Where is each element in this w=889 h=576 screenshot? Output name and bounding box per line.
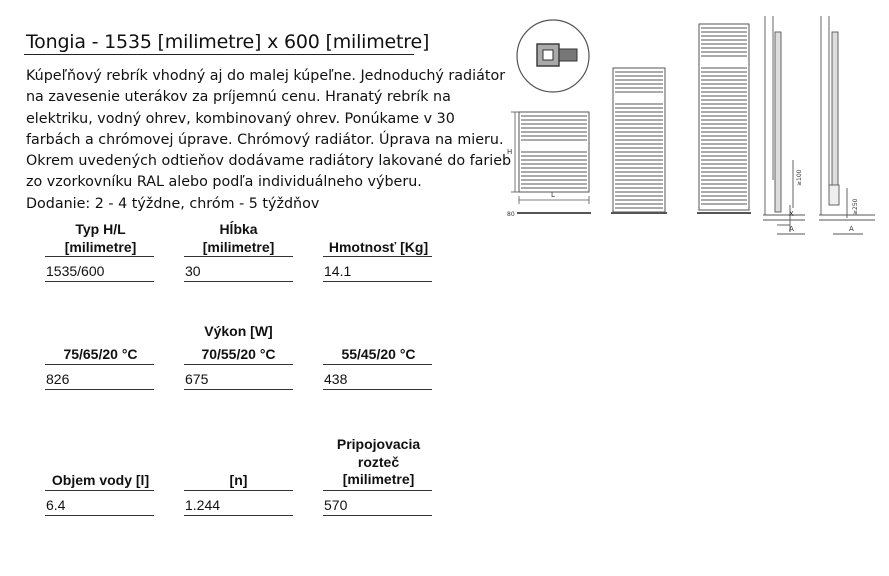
min-250-label: ≥250	[852, 198, 859, 215]
side-view-2	[819, 16, 875, 234]
value-rule	[184, 515, 293, 516]
depth-header: Hĺbka [milimetre]	[202, 221, 275, 255]
height-label: H	[507, 148, 513, 156]
water-volume-value: 6.4	[46, 497, 66, 513]
value-rule	[323, 515, 432, 516]
output-2-value: 675	[185, 371, 209, 387]
n-exponent-value: 1.244	[185, 497, 221, 513]
side-view-1	[763, 16, 805, 234]
description-line: Okrem uvedených odtieňov dodávame radiátory lakované do farieb	[26, 153, 512, 170]
connection-spacing-value: 570	[324, 497, 348, 513]
header-rule	[184, 364, 293, 365]
header-rule	[45, 490, 154, 491]
output-1-value: 826	[46, 371, 70, 387]
header-rule	[323, 256, 432, 257]
value-rule	[45, 515, 154, 516]
output-2-header: 70/55/20 °C	[201, 346, 276, 362]
value-rule	[323, 281, 432, 282]
description-line: elektriku, vodný ohrev, kombinovaný ohrev. Ponúkame v 30	[26, 110, 455, 127]
header-rule	[184, 256, 293, 257]
description-line: Kúpeľňový rebrík vhodný aj do malej kúpeľne. Jednoduchý radiátor	[26, 68, 506, 84]
output-3-header: 55/45/20 °C	[341, 346, 416, 362]
output-1-header: 75/65/20 °C	[63, 346, 138, 362]
header-rule	[184, 490, 293, 491]
technical-drawing	[505, 10, 880, 250]
output-3-value: 438	[324, 371, 348, 387]
header-rule	[45, 364, 154, 365]
value-rule	[45, 281, 154, 282]
value-rule	[184, 389, 293, 390]
a-label-2: A	[849, 225, 854, 233]
product-title: Tongia - 1535 [milimetre] x 600 [milimetre]	[26, 31, 430, 53]
header-rule	[45, 256, 154, 257]
description-line: farbách a chrómovej úprave. Chrómový radiátor. Úprava na mieru.	[26, 131, 504, 148]
title-underline	[24, 54, 414, 55]
a-label-1: A	[789, 225, 794, 233]
description-line: na zavesenie uterákov za príjemnú cenu. Hranatý rebrík na	[26, 89, 451, 106]
output-group-header: Výkon [W]	[204, 323, 273, 339]
profile-detail-icon	[517, 20, 589, 92]
medium-radiator-drawing	[611, 68, 667, 213]
value-rule	[45, 389, 154, 390]
weight-value: 14.1	[324, 263, 352, 279]
x-label: X	[789, 210, 794, 218]
value-rule	[323, 389, 432, 390]
water-volume-header: Objem vody [l]	[51, 472, 150, 488]
header-rule	[323, 364, 432, 365]
depth-value: 30	[185, 263, 201, 279]
weight-header: Hmotnosť [Kg]	[328, 239, 429, 255]
connection-spacing-header: Pripojovacia rozteč [milimetre]	[336, 436, 421, 487]
value-rule	[184, 281, 293, 282]
length-label: L	[551, 191, 555, 199]
product-description	[26, 66, 512, 215]
min-100-label: ≥100	[796, 169, 803, 186]
description-line: zo vzorkovníku RAL alebo podľa individuálneho výberu.	[26, 174, 422, 191]
large-radiator-drawing	[697, 24, 751, 213]
description-line: Dodanie: 2 - 4 týždne, chróm - 5 týždňov	[26, 195, 320, 212]
type-value: 1535/600	[46, 263, 105, 279]
type-header: Typ H/L [milimetre]	[64, 221, 137, 255]
n-exponent-header: [n]	[229, 472, 248, 488]
header-rule	[323, 490, 432, 491]
pipe-label: 80	[507, 211, 515, 218]
